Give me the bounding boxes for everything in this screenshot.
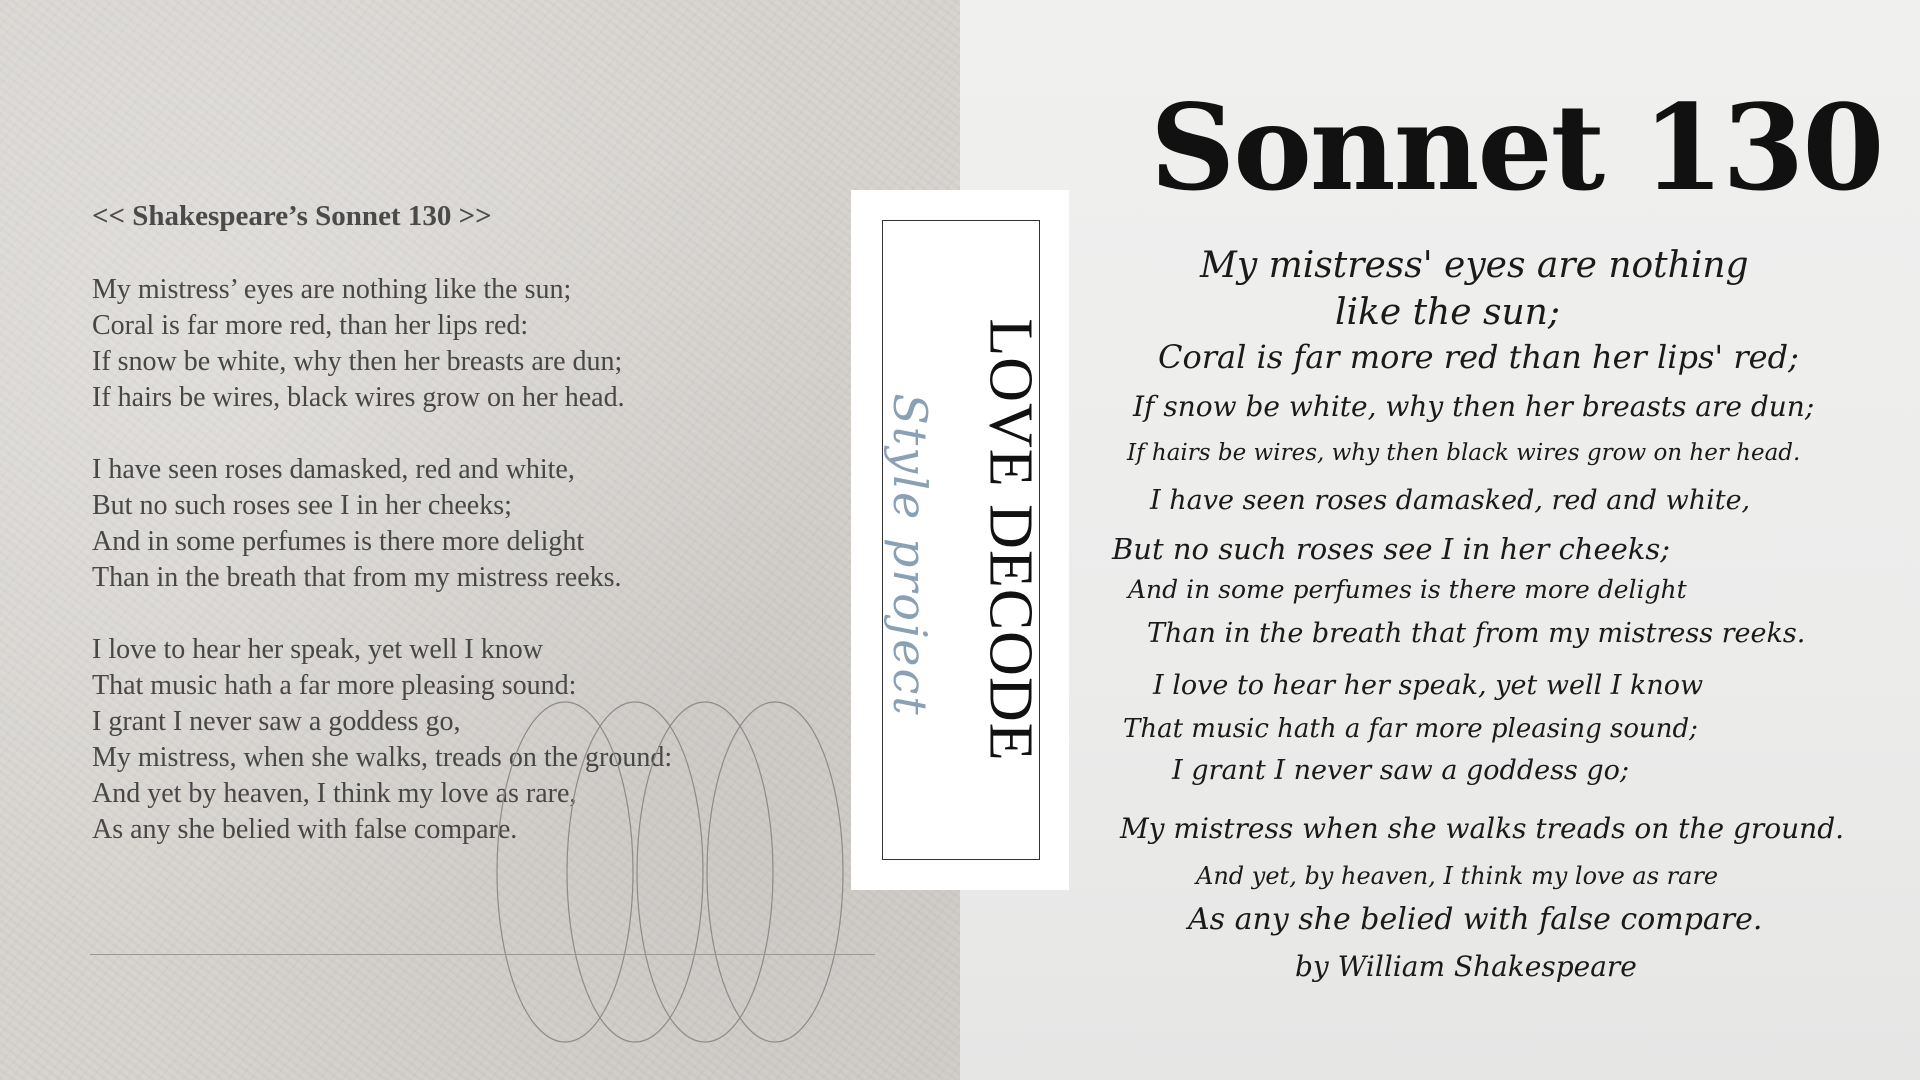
card-script-text: Style project: [883, 393, 937, 717]
poem-line: My mistress’ eyes are nothing like the sun;: [92, 274, 572, 305]
poem-line: My mistress, when she walks, treads on the ground:: [92, 742, 673, 773]
calligraphy-line: My mistress when she walks treads on the ground.: [1120, 812, 1845, 845]
calligraphy-line: But no such roses see I in her cheeks;: [1112, 532, 1671, 566]
calligraphy-line: That music hath a far more pleasing sound;: [1123, 714, 1698, 744]
poem-line: If snow be white, why then her breasts are dun;: [92, 346, 623, 377]
poem-line: If hairs be wires, black wires grow on her head.: [92, 382, 625, 413]
poem-line: Coral is far more red, than her lips red:: [92, 310, 529, 341]
poem-line: But no such roses see I in her cheeks;: [92, 490, 512, 521]
poem-line: And in some perfumes is there more delight: [92, 526, 585, 557]
calligraphy-title: Sonnet 130: [1150, 78, 1883, 217]
poem-line: That music hath a far more pleasing sound:: [92, 670, 577, 701]
calligraphy-line: I love to hear her speak, yet well I know: [1153, 670, 1704, 701]
card-title: LOVE DECODE: [976, 318, 1045, 762]
calligraphy-line: If hairs be wires, why then black wires grow on her head.: [1127, 440, 1801, 466]
calligraphy-line: My mistress' eyes are nothing: [1200, 245, 1749, 286]
stanza-2: [92, 452, 672, 596]
calligraphy-line: If snow be white, why then her breasts are dun;: [1133, 390, 1815, 423]
poem-line: I have seen roses damasked, red and white,: [92, 454, 575, 485]
calligraphy-line: I have seen roses damasked, red and white,: [1150, 485, 1751, 516]
poem-line: I grant I never saw a goddess go,: [92, 706, 461, 737]
calligraphy-line: I grant I never saw a goddess go;: [1172, 755, 1630, 786]
calligraphy-line: Than in the breath that from my mistress reeks.: [1147, 618, 1806, 649]
stanza-1: [92, 272, 672, 416]
poem-title: << Shakespeare’s Sonnet 130 >>: [92, 200, 492, 232]
calligraphy-line: by William Shakespeare: [1295, 950, 1637, 983]
poem-line: And yet by heaven, I think my love as rare,: [92, 778, 577, 809]
poem-line: Than in the breath that from my mistress reeks.: [92, 562, 622, 593]
calligraphy-line: And in some perfumes is there more delight: [1128, 575, 1687, 604]
calligraphy-line: like the sun;: [1335, 292, 1560, 333]
divider-line: [90, 954, 875, 955]
calligraphy-line: And yet, by heaven, I think my love as rare: [1196, 862, 1719, 890]
poem-line: As any she belied with false compare.: [92, 814, 518, 845]
poem-line: I love to hear her speak, yet well I know: [92, 634, 543, 665]
calligraphy-line: As any she belied with false compare.: [1188, 902, 1763, 937]
calligraphy-line: Coral is far more red than her lips' red;: [1158, 338, 1799, 376]
